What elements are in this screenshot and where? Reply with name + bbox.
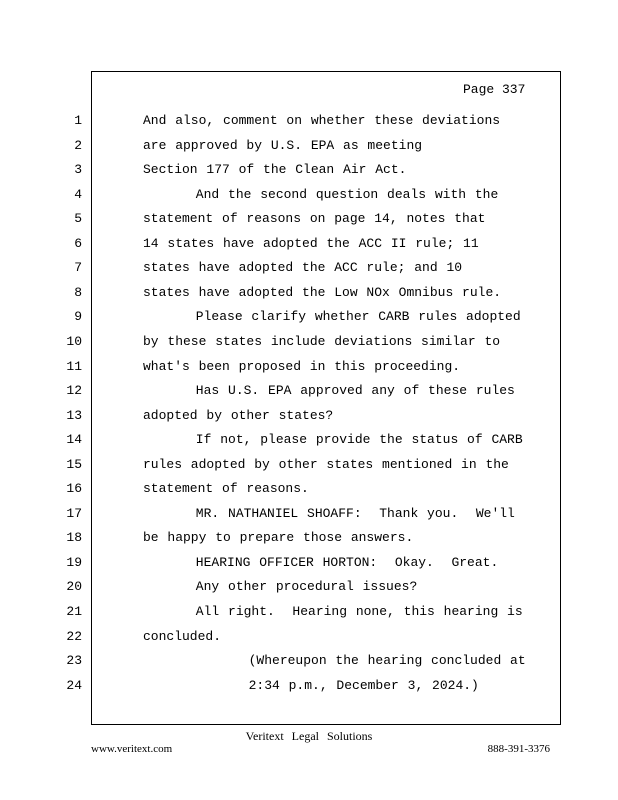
transcript-line: 14 states have adopted the ACC II rule; 11 bbox=[143, 236, 479, 251]
line-number: 6 bbox=[74, 236, 82, 251]
line-number: 21 bbox=[66, 604, 82, 619]
line-number: 23 bbox=[66, 653, 82, 668]
transcript-line: Section 177 of the Clean Air Act. bbox=[143, 162, 407, 177]
transcript-line: statement of reasons on page 14, notes that bbox=[143, 211, 486, 226]
line-number: 4 bbox=[74, 187, 82, 202]
footer-website: www.veritext.com bbox=[91, 743, 173, 755]
transcript-line: by these states include deviations similar to bbox=[143, 334, 501, 349]
page-number: Page 337 bbox=[463, 82, 526, 97]
transcript-line: adopted by other states? bbox=[143, 408, 334, 423]
transcript-line: states have adopted the Low NOx Omnibus rule. bbox=[143, 285, 502, 300]
line-number: 10 bbox=[66, 334, 82, 349]
transcript-line: HEARING OFFICER HORTON: Okay. Great. bbox=[143, 555, 499, 570]
transcript-line: states have adopted the ACC rule; and 10 bbox=[143, 260, 463, 275]
transcript-line: (Whereupon the hearing concluded at bbox=[143, 653, 526, 668]
transcript-line: If not, please provide the status of CARB bbox=[143, 432, 523, 447]
line-number: 14 bbox=[66, 432, 82, 447]
line-number: 11 bbox=[66, 359, 82, 374]
line-number: 7 bbox=[74, 260, 82, 275]
footer-company: Veritext Legal Solutions bbox=[245, 729, 373, 743]
line-number: 19 bbox=[66, 555, 82, 570]
transcript-line: All right. Hearing none, this hearing is bbox=[143, 604, 523, 619]
line-number: 3 bbox=[74, 162, 82, 177]
line-number: 9 bbox=[74, 309, 82, 324]
footer-phone: 888-391-3376 bbox=[487, 743, 550, 755]
transcript-line: be happy to prepare those answers. bbox=[143, 530, 414, 545]
line-number: 8 bbox=[74, 285, 82, 300]
transcript-line: Any other procedural issues? bbox=[143, 579, 418, 594]
line-number: 2 bbox=[74, 138, 82, 153]
transcript-line: rules adopted by other states mentioned in the bbox=[143, 457, 509, 472]
transcript-line: what's been proposed in this proceeding. bbox=[143, 359, 461, 374]
line-number: 24 bbox=[66, 678, 82, 693]
transcript-line: MR. NATHANIEL SHOAFF: Thank you. We'll bbox=[143, 506, 515, 521]
line-number: 5 bbox=[74, 211, 82, 226]
line-number: 12 bbox=[66, 383, 82, 398]
transcript-line: And also, comment on whether these deviations bbox=[143, 113, 501, 128]
transcript-line: Please clarify whether CARB rules adopted bbox=[143, 309, 521, 324]
transcript-line: Has U.S. EPA approved any of these rules bbox=[143, 383, 515, 398]
line-number: 18 bbox=[66, 530, 82, 545]
line-number: 1 bbox=[74, 113, 82, 128]
transcript-line: concluded. bbox=[143, 629, 222, 644]
line-number: 16 bbox=[66, 481, 82, 496]
line-number: 17 bbox=[66, 506, 82, 521]
transcript-line: are approved by U.S. EPA as meeting bbox=[143, 138, 423, 153]
transcript-line: statement of reasons. bbox=[143, 481, 309, 496]
line-number: 20 bbox=[66, 579, 82, 594]
line-number: 15 bbox=[66, 457, 82, 472]
transcript-line: 2:34 p.m., December 3, 2024.) bbox=[143, 678, 479, 693]
transcript-line: And the second question deals with the bbox=[143, 187, 499, 202]
line-number: 13 bbox=[66, 408, 82, 423]
line-number: 22 bbox=[66, 629, 82, 644]
